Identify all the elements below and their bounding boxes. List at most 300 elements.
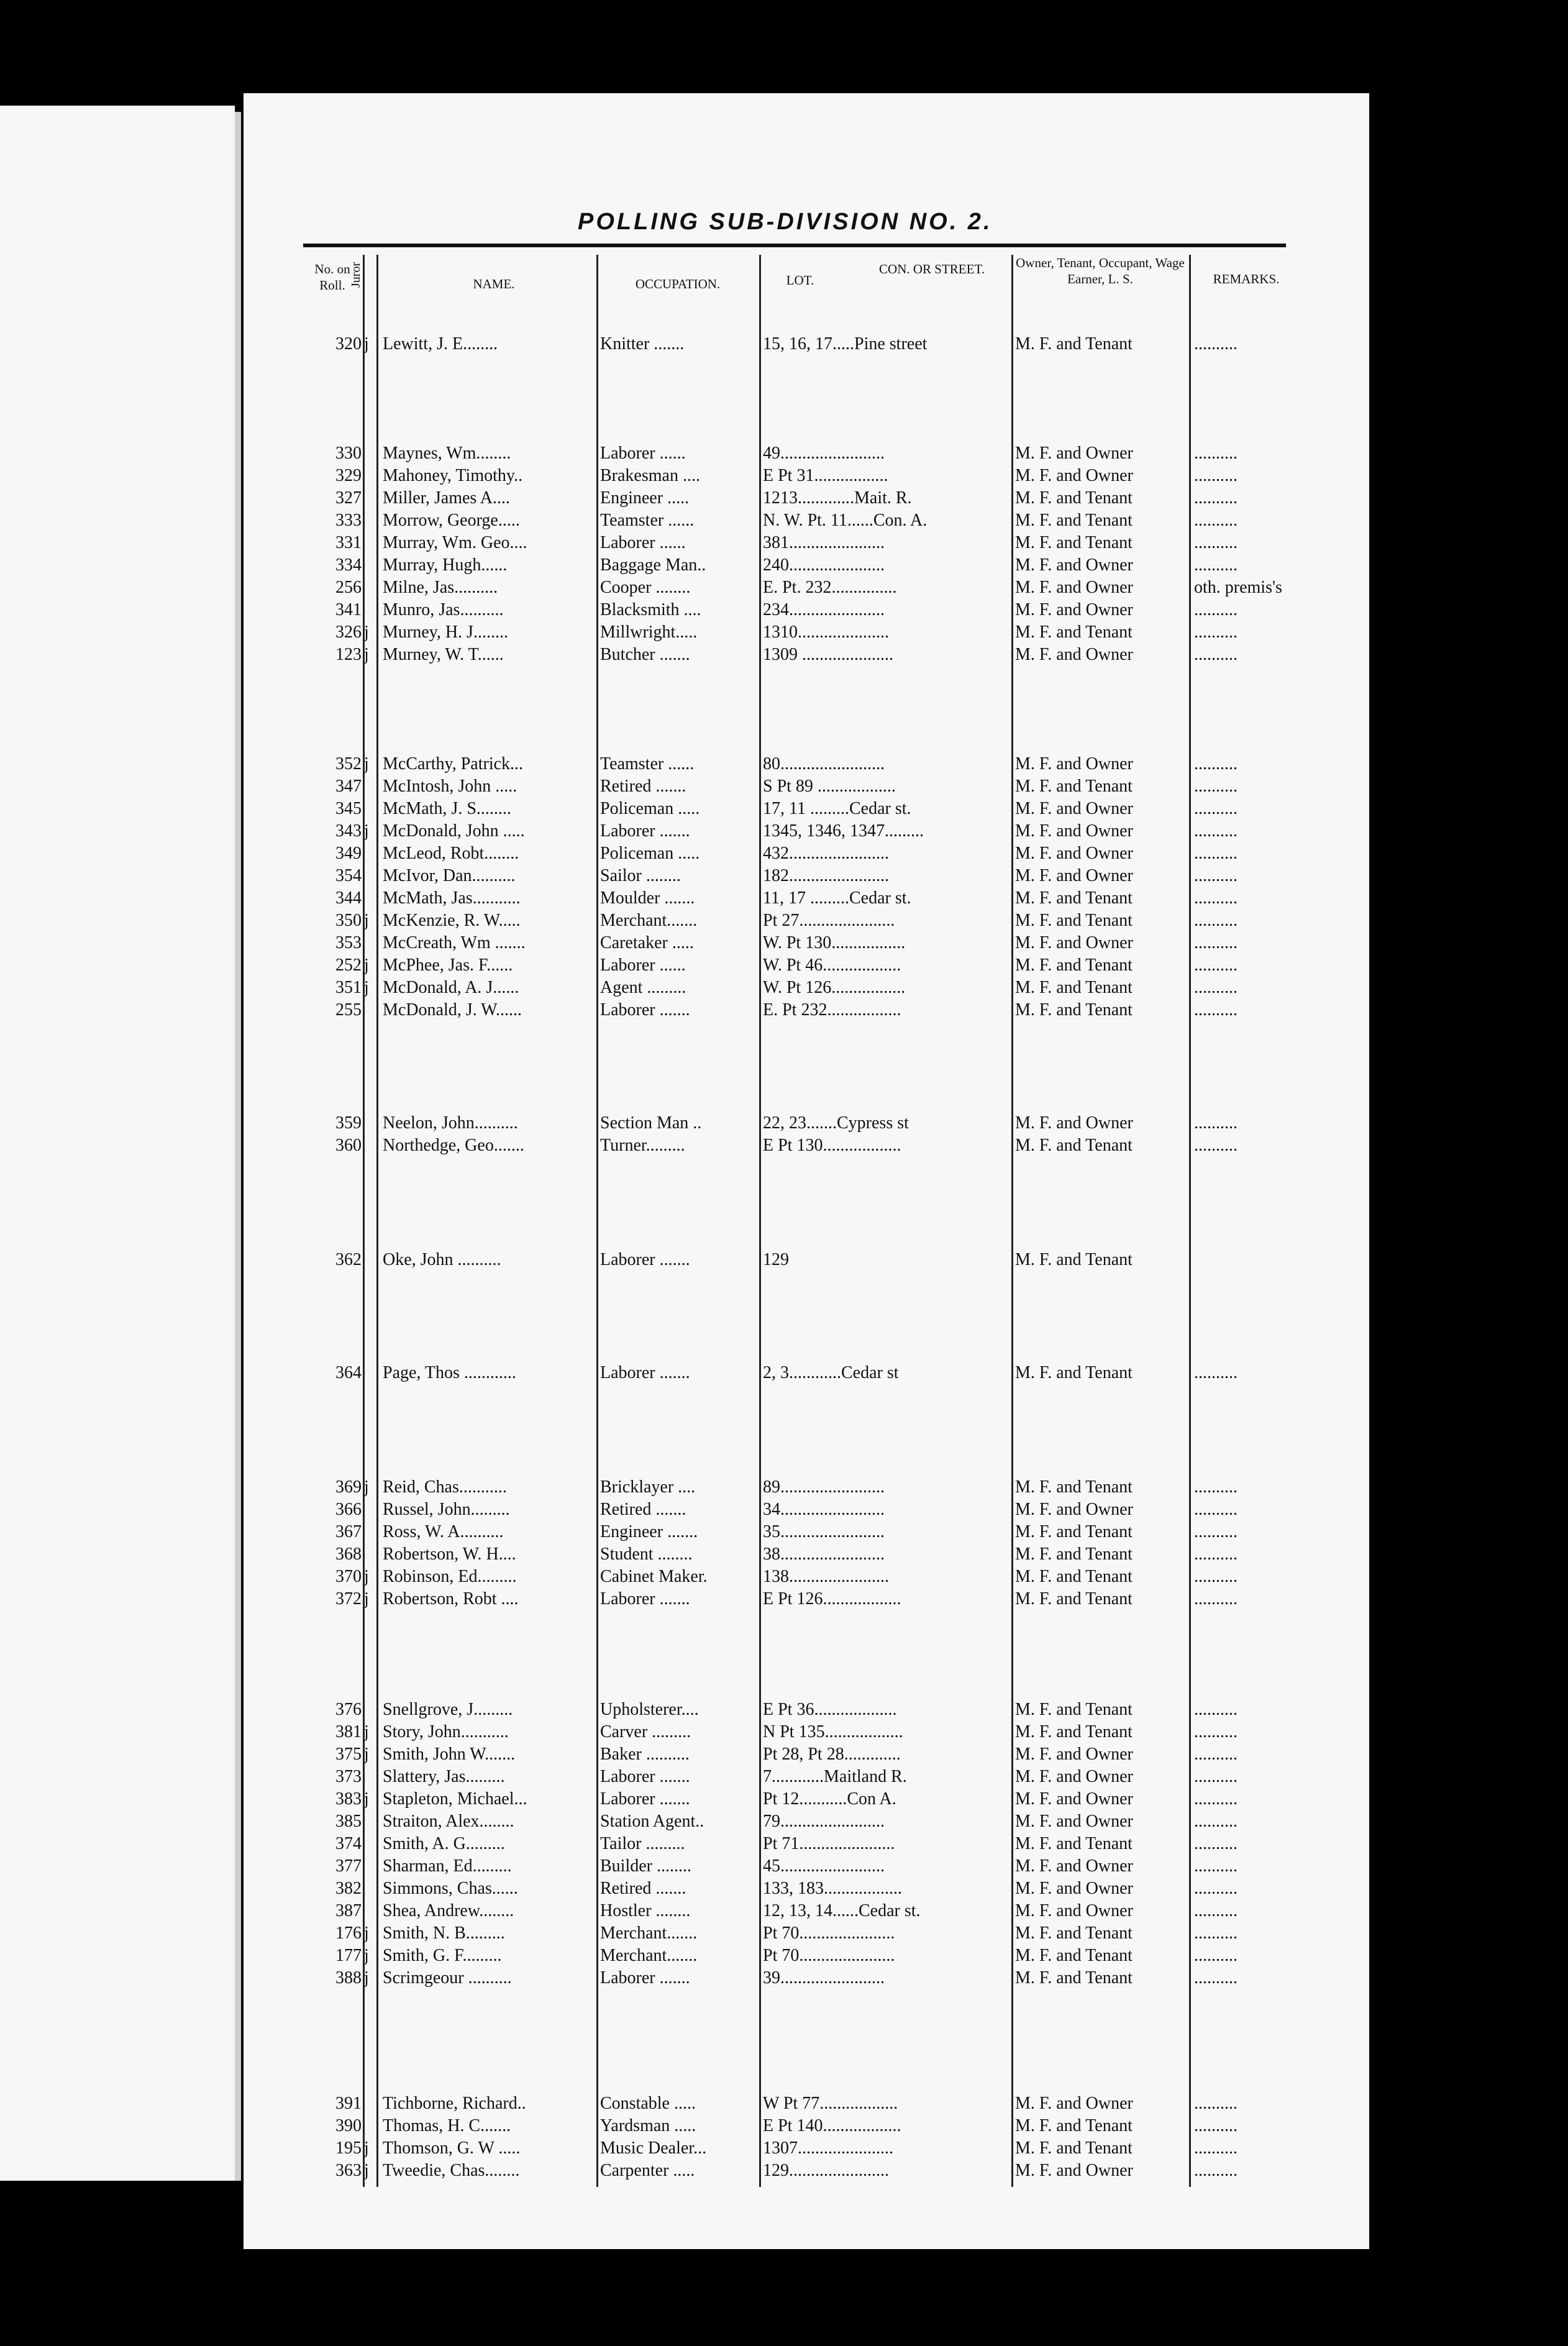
owner-status: M. F. and Tenant	[1015, 334, 1133, 354]
header-juror: Juror	[349, 262, 363, 288]
lot-street: W. Pt 46..................	[763, 956, 901, 975]
occupation: Laborer .......	[600, 1363, 690, 1382]
column-divider	[759, 255, 761, 2187]
remarks: ..........	[1194, 1522, 1238, 1541]
voter-name: Morrow, George.....	[383, 511, 520, 530]
owner-status: M. F. and Owner	[1015, 578, 1133, 597]
occupation: Millwright.....	[600, 623, 698, 642]
owner-status: M. F. and Tenant	[1015, 1363, 1133, 1382]
occupation: Carpenter .....	[600, 2161, 695, 2180]
column-divider	[1189, 255, 1191, 2187]
occupation: Baggage Man..	[600, 555, 706, 575]
owner-status: M. F. and Owner	[1015, 1789, 1133, 1809]
remarks: ..........	[1194, 1545, 1238, 1564]
voter-name: Smith, A. G.........	[383, 1834, 505, 1853]
owner-status: M. F. and Tenant	[1015, 623, 1133, 642]
juror-mark: j	[364, 1567, 369, 1586]
owner-status: M. F. and Tenant	[1015, 978, 1133, 997]
remarks: ..........	[1194, 1589, 1238, 1609]
owner-status: M. F. and Tenant	[1015, 2138, 1133, 2158]
remarks: ..........	[1194, 1946, 1238, 1965]
juror-mark: j	[364, 334, 369, 354]
roll-number: 334	[335, 555, 362, 575]
occupation: Engineer .....	[600, 488, 690, 508]
lot-street: N. W. Pt. 11......Con. A.	[763, 511, 928, 530]
remarks: oth. premis's	[1194, 578, 1282, 597]
owner-status: M. F. and Tenant	[1015, 1545, 1133, 1564]
roll-number: 123	[335, 645, 362, 664]
voter-name: Northedge, Geo.......	[383, 1136, 524, 1155]
voter-name: Simmons, Chas......	[383, 1879, 518, 1898]
owner-status: M. F. and Owner	[1015, 844, 1133, 863]
voter-name: McDonald, John .....	[383, 821, 525, 841]
roll-number: 329	[335, 466, 362, 485]
occupation: Policeman .....	[600, 844, 700, 863]
owner-status: M. F. and Owner	[1015, 1879, 1133, 1898]
lot-street: E Pt 140..................	[763, 2116, 901, 2135]
occupation: Station Agent..	[600, 1812, 704, 1831]
voter-name: McMath, Jas...........	[383, 888, 521, 908]
roll-number: 360	[335, 1136, 362, 1155]
remarks: ..........	[1194, 555, 1238, 575]
header-owner-tenant: Owner, Tenant, Occupant, Wage Earner, L. S.	[1016, 255, 1185, 286]
lot-street: W. Pt 126.................	[763, 978, 906, 997]
owner-status: M. F. and Owner	[1015, 600, 1133, 619]
occupation: Cooper ........	[600, 578, 691, 597]
roll-number: 350	[335, 911, 362, 930]
occupation: Knitter .......	[600, 334, 685, 354]
owner-status: M. F. and Owner	[1015, 466, 1133, 485]
lot-street: 79........................	[763, 1812, 885, 1831]
header-rule	[303, 244, 1286, 247]
lot-street: 17, 11 .........Cedar st.	[763, 799, 911, 818]
occupation: Section Man ..	[600, 1113, 702, 1133]
lot-street: Pt 71......................	[763, 1834, 895, 1853]
header-remarks: REMARKS.	[1213, 272, 1280, 286]
roll-number: 373	[335, 1767, 362, 1786]
lot-street: 49........................	[763, 444, 885, 463]
roll-number: 388	[335, 1968, 362, 1988]
lot-street: 1213.............Mait. R.	[763, 488, 912, 508]
owner-status: M. F. and Tenant	[1015, 533, 1133, 552]
roll-number: 352	[335, 754, 362, 774]
occupation: Merchant.......	[600, 1946, 698, 1965]
remarks: ..........	[1194, 911, 1238, 930]
remarks: ..........	[1194, 488, 1238, 508]
roll-number: 359	[335, 1113, 362, 1133]
remarks: ..........	[1194, 1136, 1238, 1155]
juror-mark: j	[364, 911, 369, 930]
remarks: ..........	[1194, 1745, 1238, 1764]
remarks: ..........	[1194, 1700, 1238, 1719]
roll-number: 369	[335, 1477, 362, 1497]
juror-mark: j	[364, 1924, 369, 1943]
remarks: ..........	[1194, 466, 1238, 485]
occupation: Sailor ........	[600, 866, 681, 885]
roll-number: 255	[335, 1000, 362, 1020]
owner-status: M. F. and Owner	[1015, 821, 1133, 841]
lot-street: 432.......................	[763, 844, 889, 863]
roll-number: 331	[335, 533, 362, 552]
lot-street: E Pt 130..................	[763, 1136, 901, 1155]
remarks: ..........	[1194, 1834, 1238, 1853]
occupation: Laborer .......	[600, 1968, 690, 1988]
roll-number: 326	[335, 623, 362, 642]
roll-number: 256	[335, 578, 362, 597]
roll-number: 347	[335, 777, 362, 796]
voter-name: Scrimgeour ..........	[383, 1968, 512, 1988]
occupation: Student ........	[600, 1545, 693, 1564]
roll-number: 382	[335, 1879, 362, 1898]
voter-name: McIntosh, John .....	[383, 777, 517, 796]
voter-name: Robertson, W. H....	[383, 1545, 516, 1564]
owner-status: M. F. and Owner	[1015, 645, 1133, 664]
occupation: Baker ..........	[600, 1745, 690, 1764]
roll-number: 370	[335, 1567, 362, 1586]
owner-status: M. F. and Owner	[1015, 1856, 1133, 1876]
lot-street: 34........................	[763, 1500, 885, 1519]
voter-name: Straiton, Alex........	[383, 1812, 514, 1831]
occupation: Engineer .......	[600, 1522, 698, 1541]
voter-name: Smith, G. F.........	[383, 1946, 502, 1965]
occupation: Laborer .......	[600, 821, 690, 841]
occupation: Turner.........	[600, 1136, 685, 1155]
owner-status: M. F. and Tenant	[1015, 911, 1133, 930]
voter-name: Mahoney, Timothy..	[383, 466, 523, 485]
remarks: ..........	[1194, 1789, 1238, 1809]
occupation: Retired .......	[600, 777, 686, 796]
lot-street: Pt 70......................	[763, 1924, 895, 1943]
remarks: ..........	[1194, 888, 1238, 908]
lot-street: 234......................	[763, 600, 885, 619]
occupation: Music Dealer...	[600, 2138, 707, 2158]
juror-mark: j	[364, 956, 369, 975]
roll-number: 344	[335, 888, 362, 908]
juror-mark: j	[364, 1946, 369, 1965]
occupation: Blacksmith ....	[600, 600, 701, 619]
roll-number: 377	[335, 1856, 362, 1876]
lot-street: E Pt 126..................	[763, 1589, 901, 1609]
voter-name: Smith, John W.......	[383, 1745, 516, 1764]
remarks: ..........	[1194, 334, 1238, 354]
voter-name: Lewitt, J. E........	[383, 334, 498, 354]
roll-number: 252	[335, 956, 362, 975]
occupation: Merchant.......	[600, 1924, 698, 1943]
owner-status: M. F. and Tenant	[1015, 511, 1133, 530]
roll-number: 385	[335, 1812, 362, 1831]
voter-name: Slattery, Jas.........	[383, 1767, 505, 1786]
owner-status: M. F. and Tenant	[1015, 2116, 1133, 2135]
header-occupation: OCCUPATION.	[635, 276, 721, 291]
owner-status: M. F. and Owner	[1015, 1812, 1133, 1831]
column-divider	[1011, 255, 1013, 2187]
occupation: Upholsterer....	[600, 1700, 699, 1719]
voter-name: Thomas, H. C.......	[383, 2116, 511, 2135]
remarks: ..........	[1194, 777, 1238, 796]
header-lot: LOT.	[786, 273, 814, 288]
roll-number: 368	[335, 1545, 362, 1564]
owner-status: M. F. and Owner	[1015, 1745, 1133, 1764]
voter-name: Miller, James A....	[383, 488, 510, 508]
remarks: ..........	[1194, 2138, 1238, 2158]
owner-status: M. F. and Tenant	[1015, 1700, 1133, 1719]
lot-street: Pt 27......................	[763, 911, 895, 930]
voter-name: Robertson, Robt ....	[383, 1589, 519, 1609]
remarks: ..........	[1194, 1901, 1238, 1920]
lot-street: 138.......................	[763, 1567, 889, 1586]
juror-mark: j	[364, 978, 369, 997]
owner-status: M. F. and Owner	[1015, 1901, 1133, 1920]
roll-number: 177	[335, 1946, 362, 1965]
roll-number: 362	[335, 1250, 362, 1269]
owner-status: M. F. and Tenant	[1015, 888, 1133, 908]
roll-number: 390	[335, 2116, 362, 2135]
remarks: ..........	[1194, 1812, 1238, 1831]
occupation: Laborer .......	[600, 1789, 690, 1809]
owner-status: M. F. and Tenant	[1015, 488, 1133, 508]
lot-street: Pt 70......................	[763, 1946, 895, 1965]
owner-status: M. F. and Tenant	[1015, 956, 1133, 975]
juror-mark: j	[364, 623, 369, 642]
occupation: Cabinet Maker.	[600, 1567, 708, 1586]
occupation: Retired .......	[600, 1879, 686, 1898]
occupation: Laborer .......	[600, 1000, 690, 1020]
remarks: ..........	[1194, 1567, 1238, 1586]
remarks: ..........	[1194, 1924, 1238, 1943]
remarks: ..........	[1194, 1363, 1238, 1382]
remarks: ..........	[1194, 2116, 1238, 2135]
voter-name: Reid, Chas...........	[383, 1477, 507, 1497]
left-page-edge	[0, 106, 235, 2181]
owner-status: M. F. and Tenant	[1015, 1834, 1133, 1853]
owner-status: M. F. and Tenant	[1015, 1946, 1133, 1965]
owner-status: M. F. and Owner	[1015, 866, 1133, 885]
remarks: ..........	[1194, 1000, 1238, 1020]
lot-street: 240......................	[763, 555, 885, 575]
lot-street: S Pt 89 ..................	[763, 777, 896, 796]
lot-street: W Pt 77..................	[763, 2094, 898, 2113]
roll-number: 354	[335, 866, 362, 885]
lot-street: 22, 23.......Cypress st	[763, 1113, 909, 1133]
occupation: Carver .........	[600, 1722, 691, 1741]
voter-name: McCarthy, Patrick...	[383, 754, 524, 774]
owner-status: M. F. and Tenant	[1015, 1924, 1133, 1943]
lot-street: 38........................	[763, 1545, 885, 1564]
remarks: ..........	[1194, 1500, 1238, 1519]
occupation: Caretaker .....	[600, 933, 694, 952]
remarks: ..........	[1194, 2094, 1238, 2113]
voter-name: McDonald, J. W......	[383, 1000, 522, 1020]
occupation: Laborer .......	[600, 1250, 690, 1269]
owner-status: M. F. and Owner	[1015, 754, 1133, 774]
remarks: ..........	[1194, 978, 1238, 997]
occupation: Policeman .....	[600, 799, 700, 818]
occupation: Laborer .......	[600, 1589, 690, 1609]
juror-mark: j	[364, 1722, 369, 1741]
roll-number: 391	[335, 2094, 362, 2113]
header-no-on-roll: No. on Roll.	[314, 262, 350, 293]
remarks: ..........	[1194, 1856, 1238, 1876]
lot-street: Pt 12...........Con A.	[763, 1789, 896, 1809]
voter-name: Stapleton, Michael...	[383, 1789, 527, 1809]
owner-status: M. F. and Tenant	[1015, 1250, 1133, 1269]
juror-mark: j	[364, 2161, 369, 2180]
voter-name: McPhee, Jas. F......	[383, 956, 513, 975]
owner-status: M. F. and Tenant	[1015, 1567, 1133, 1586]
juror-mark: j	[364, 754, 369, 774]
occupation: Builder ........	[600, 1856, 691, 1876]
lot-street: E. Pt. 232...............	[763, 578, 897, 597]
lot-street: W. Pt 130.................	[763, 933, 906, 952]
remarks: ..........	[1194, 1879, 1238, 1898]
remarks: ..........	[1194, 821, 1238, 841]
roll-number: 375	[335, 1745, 362, 1764]
voter-name: Murney, H. J........	[383, 623, 508, 642]
owner-status: M. F. and Owner	[1015, 555, 1133, 575]
occupation: Agent .........	[600, 978, 686, 997]
remarks: ..........	[1194, 444, 1238, 463]
remarks: ..........	[1194, 933, 1238, 952]
remarks: ..........	[1194, 511, 1238, 530]
voter-name: Munro, Jas..........	[383, 600, 504, 619]
voter-name: Smith, N. B.........	[383, 1924, 505, 1943]
roll-number: 374	[335, 1834, 362, 1853]
occupation: Laborer .......	[600, 1767, 690, 1786]
voter-name: Ross, W. A..........	[383, 1522, 504, 1541]
header-con-or-street: CON. OR STREET.	[879, 262, 985, 276]
occupation: Moulder .......	[600, 888, 695, 908]
voter-name: McCreath, Wm .......	[383, 933, 526, 952]
occupation: Brakesman ....	[600, 466, 700, 485]
roll-number: 383	[335, 1789, 362, 1809]
remarks: ..........	[1194, 866, 1238, 885]
juror-mark: j	[364, 1789, 369, 1809]
roll-number: 376	[335, 1700, 362, 1719]
lot-street: 129.......................	[763, 2161, 889, 2180]
owner-status: M. F. and Owner	[1015, 2094, 1133, 2113]
voter-name: Maynes, Wm........	[383, 444, 511, 463]
lot-street: 1310.....................	[763, 623, 889, 642]
juror-mark: j	[364, 645, 369, 664]
lot-street: 35........................	[763, 1522, 885, 1541]
juror-mark: j	[364, 1745, 369, 1764]
owner-status: M. F. and Tenant	[1015, 1477, 1133, 1497]
remarks: ..........	[1194, 1767, 1238, 1786]
voter-name: Neelon, John..........	[383, 1113, 518, 1133]
lot-street: 2, 3............Cedar st	[763, 1363, 899, 1382]
voter-name: Thomson, G. W .....	[383, 2138, 521, 2158]
owner-status: M. F. and Tenant	[1015, 1136, 1133, 1155]
occupation: Tailor .........	[600, 1834, 685, 1853]
juror-mark: j	[364, 2138, 369, 2158]
voter-name: Robinson, Ed.........	[383, 1567, 517, 1586]
owner-status: M. F. and Tenant	[1015, 1722, 1133, 1741]
lot-street: 11, 17 .........Cedar st.	[763, 888, 911, 908]
remarks: ..........	[1194, 2161, 1238, 2180]
owner-status: M. F. and Tenant	[1015, 1968, 1133, 1988]
voter-name: McIvor, Dan..........	[383, 866, 516, 885]
remarks: ..........	[1194, 645, 1238, 664]
roll-number: 381	[335, 1722, 362, 1741]
lot-street: 12, 13, 14......Cedar st.	[763, 1901, 921, 1920]
roll-number: 367	[335, 1522, 362, 1541]
juror-mark: j	[364, 1589, 369, 1609]
lot-street: N Pt 135..................	[763, 1722, 903, 1741]
column-divider	[596, 255, 598, 2187]
roll-number: 345	[335, 799, 362, 818]
occupation: Constable .....	[600, 2094, 696, 2113]
occupation: Merchant.......	[600, 911, 698, 930]
voter-name: Oke, John ..........	[383, 1250, 501, 1269]
voter-name: Tichborne, Richard..	[383, 2094, 526, 2113]
owner-status: M. F. and Tenant	[1015, 777, 1133, 796]
occupation: Butcher .......	[600, 645, 690, 664]
remarks: ..........	[1194, 1113, 1238, 1133]
roll-number: 333	[335, 511, 362, 530]
roll-number: 363	[335, 2161, 362, 2180]
voter-name: Milne, Jas..........	[383, 578, 498, 597]
roll-number: 320	[335, 334, 362, 354]
owner-status: M. F. and Owner	[1015, 2161, 1133, 2180]
lot-street: 80........................	[763, 754, 885, 774]
owner-status: M. F. and Tenant	[1015, 1522, 1133, 1541]
roll-number: 387	[335, 1901, 362, 1920]
owner-status: M. F. and Owner	[1015, 1113, 1133, 1133]
voter-name: Murray, Hugh......	[383, 555, 508, 575]
lot-street: 182.......................	[763, 866, 889, 885]
voter-name: McKenzie, R. W.....	[383, 911, 521, 930]
page-title: POLLING SUB-DIVISION NO. 2.	[578, 209, 993, 235]
remarks: ..........	[1194, 799, 1238, 818]
roll-number: 176	[335, 1924, 362, 1943]
lot-street: 7............Maitland R.	[763, 1767, 907, 1786]
roll-number: 341	[335, 600, 362, 619]
owner-status: M. F. and Owner	[1015, 1767, 1133, 1786]
owner-status: M. F. and Tenant	[1015, 1000, 1133, 1020]
owner-status: M. F. and Owner	[1015, 799, 1133, 818]
voter-name: Page, Thos ............	[383, 1363, 516, 1382]
remarks: ..........	[1194, 1968, 1238, 1988]
occupation: Retired .......	[600, 1500, 686, 1519]
voter-name: Tweedie, Chas........	[383, 2161, 520, 2180]
occupation: Teamster ......	[600, 511, 695, 530]
juror-mark: j	[364, 1477, 369, 1497]
juror-mark: j	[364, 1968, 369, 1988]
voter-name: Shea, Andrew........	[383, 1901, 514, 1920]
juror-mark: j	[364, 821, 369, 841]
occupation: Teamster ......	[600, 754, 695, 774]
lot-street: 1307......................	[763, 2138, 893, 2158]
voter-name: Snellgrove, J.........	[383, 1700, 513, 1719]
roll-number: 353	[335, 933, 362, 952]
owner-status: M. F. and Owner	[1015, 444, 1133, 463]
column-divider	[376, 255, 378, 2187]
voter-name: McDonald, A. J......	[383, 978, 519, 997]
remarks: ..........	[1194, 533, 1238, 552]
remarks: ..........	[1194, 1722, 1238, 1741]
occupation: Laborer ......	[600, 533, 686, 552]
voter-name: Russel, John.........	[383, 1500, 510, 1519]
roll-number: 372	[335, 1589, 362, 1609]
occupation: Bricklayer ....	[600, 1477, 696, 1497]
lot-street: E. Pt 232.................	[763, 1000, 901, 1020]
lot-street: 89........................	[763, 1477, 885, 1497]
remarks: ..........	[1194, 600, 1238, 619]
roll-number: 351	[335, 978, 362, 997]
voter-name: Sharman, Ed.........	[383, 1856, 512, 1876]
occupation: Hostler ........	[600, 1901, 691, 1920]
remarks: ..........	[1194, 844, 1238, 863]
